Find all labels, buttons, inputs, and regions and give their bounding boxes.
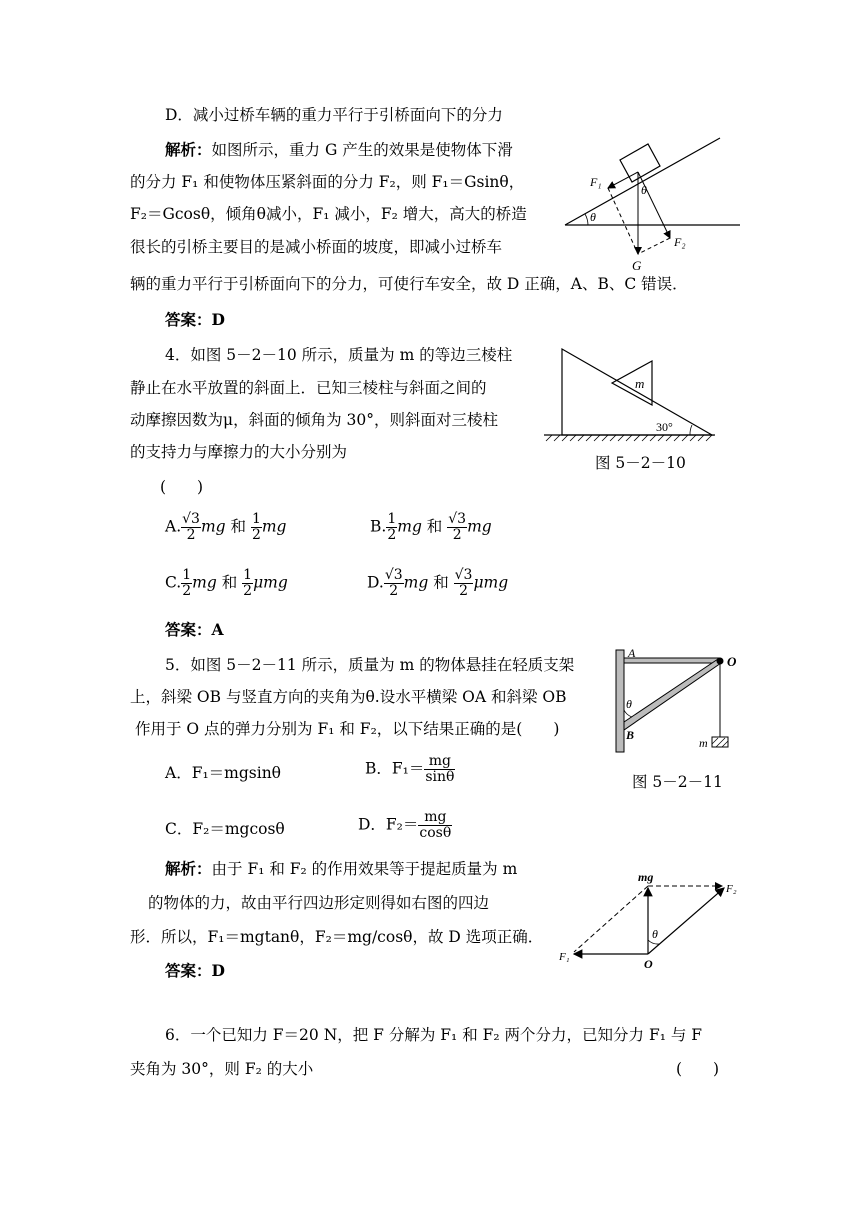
q5-line-1: 5．如图 5－2－11 所示，质量为 m 的物体悬挂在轻质支架 [165, 656, 575, 674]
q4-bracket: ( ) [160, 478, 204, 496]
dashed-line [608, 188, 638, 254]
q6-line-1: 6．一个已知力 F＝20 N，把 F 分解为 F₁ 和 F₂ 两个分力，已知分力 F₁ 与 F [165, 1026, 703, 1044]
label-mg: mg [638, 870, 654, 884]
label-theta: θ [626, 697, 632, 711]
q3-analysis-line-3: F₂＝Gcosθ，倾角θ减小，F₁ 减小，F₂ 增大，高大的桥造 [130, 205, 527, 223]
dashed-line [638, 238, 670, 254]
analysis-text: 由于 F₁ 和 F₂ 的作用效果等于提起质量为 m [211, 860, 518, 878]
q3-analysis-line-1 [165, 139, 513, 161]
q5-analysis-line-2: 的物体的力，故由平行四边形定则得如右图的四边 [148, 894, 490, 912]
q3-analysis-line-5: 辆的重力平行于引桥面向下的分力，可使行车安全，故 D 正确，A、B、C 错误． [130, 275, 688, 293]
f1-arrow [608, 172, 638, 188]
ground-hatching [546, 435, 712, 441]
dashed-left [574, 886, 648, 952]
q5-parallelogram-figure [556, 866, 746, 971]
f2-arrow [638, 172, 670, 238]
label-theta: θ [652, 927, 658, 941]
analysis-label: 解析： [165, 859, 212, 878]
prism-shape [612, 361, 652, 405]
angle-arc [690, 425, 692, 435]
label-theta-base: θ [590, 210, 596, 224]
q5-option-a: A．F₁＝mgsinθ [165, 764, 282, 782]
label-g: G [632, 258, 642, 273]
label-o: O [644, 957, 653, 971]
label-b: B [626, 728, 635, 742]
label-f2: F₂ [674, 235, 686, 249]
label-f1: F₁ [559, 951, 570, 963]
q4-line-1: 4．如图 5－2－10 所示，质量为 m 的等边三棱柱 [165, 346, 513, 364]
analysis-text: 如图所示，重力 G 产生的效果是使物体下滑 [211, 141, 513, 159]
q3-incline-figure [560, 130, 745, 275]
q4-option-c: C. $\frac{1}{2}$ mg 和 $\frac{1}{2}$ μmg [165, 567, 288, 599]
theta-arc [624, 710, 632, 717]
q4-figure-caption: 图 5－2－10 [595, 454, 686, 472]
incline-shape [562, 349, 712, 435]
label-m: m [699, 736, 708, 750]
q3-analysis-line-2: 的分力 F₁ 和使物体压紧斜面的分力 F₂，则 F₁＝Gsinθ， [130, 173, 525, 191]
q6-bracket: ( ) [676, 1060, 720, 1078]
q5-option-c: C．F₂＝mgcosθ [165, 820, 285, 838]
q6-line-2: 夹角为 30°，则 F₂ 的大小 [130, 1060, 314, 1078]
q4-answer: 答案：A [165, 620, 224, 639]
q5-option-d: D．F₂＝ $\frac{mg}{\cos\theta}$ [358, 809, 452, 841]
analysis-label: 解析： [165, 140, 212, 159]
label-angle: 30° [656, 420, 673, 434]
label-a: A [628, 646, 636, 660]
q5-option-b: B．F₁＝ $\frac{mg}{\sin\theta}$ [365, 753, 455, 785]
label-mass: m [635, 376, 645, 391]
f2-arrow [648, 888, 724, 954]
diagonal-beam-ob [624, 659, 721, 730]
q4-option-d: D. $\frac{√3}{2}$ mg 和 $\frac{√3}{2}$ μmg [367, 567, 509, 599]
q5-analysis-line-3: 形．所以，F₁＝mgtanθ，F₂＝mg/cosθ，故 D 选项正确． [130, 928, 544, 946]
q5-analysis-line-1 [165, 858, 517, 880]
q5-figure-caption: 图 5－2－11 [632, 773, 723, 791]
q3-analysis-line-4: 很长的引桥主要目的是减小桥面的坡度，即减小过桥车 [130, 238, 503, 256]
wall-post [616, 650, 624, 752]
angle-arc [585, 214, 588, 225]
q4-incline-prism-figure [540, 345, 720, 445]
q5-answer: 答案：D [165, 961, 225, 980]
q4-line-3: 动摩擦因数为μ，斜面的倾角为 30°，则斜面对三棱柱 [130, 411, 498, 429]
label-f2: F₂ [726, 883, 737, 895]
q5-bracket-figure [608, 646, 743, 756]
label-theta-top: θ [641, 183, 647, 197]
q4-option-a: A. $\frac{√3}{2}$ mg 和 $\frac{1}{2}$ mg [165, 511, 287, 543]
label-f1: F₁ [590, 175, 602, 189]
q3-answer: 答案：D [165, 310, 225, 329]
q4-line-4: 的支持力与摩擦力的大小分别为 [130, 443, 348, 461]
horizontal-beam-oa [624, 658, 720, 663]
q5-line-3: 作用于 O 点的弹力分别为 F₁ 和 F₂，以下结果正确的是( ) [135, 720, 560, 738]
q3-option-d: D．减小过桥车辆的重力平行于引桥面向下的分力 [165, 106, 503, 124]
label-o: O [727, 654, 737, 669]
q5-line-2: 上，斜梁 OB 与竖直方向的夹角为θ.设水平横梁 OA 和斜梁 OB [130, 688, 567, 706]
q4-option-b: B. $\frac{1}{2}$ mg 和 $\frac{√3}{2}$ mg [370, 511, 492, 543]
q4-line-2: 静止在水平放置的斜面上．已知三棱柱与斜面之间的 [130, 379, 487, 397]
